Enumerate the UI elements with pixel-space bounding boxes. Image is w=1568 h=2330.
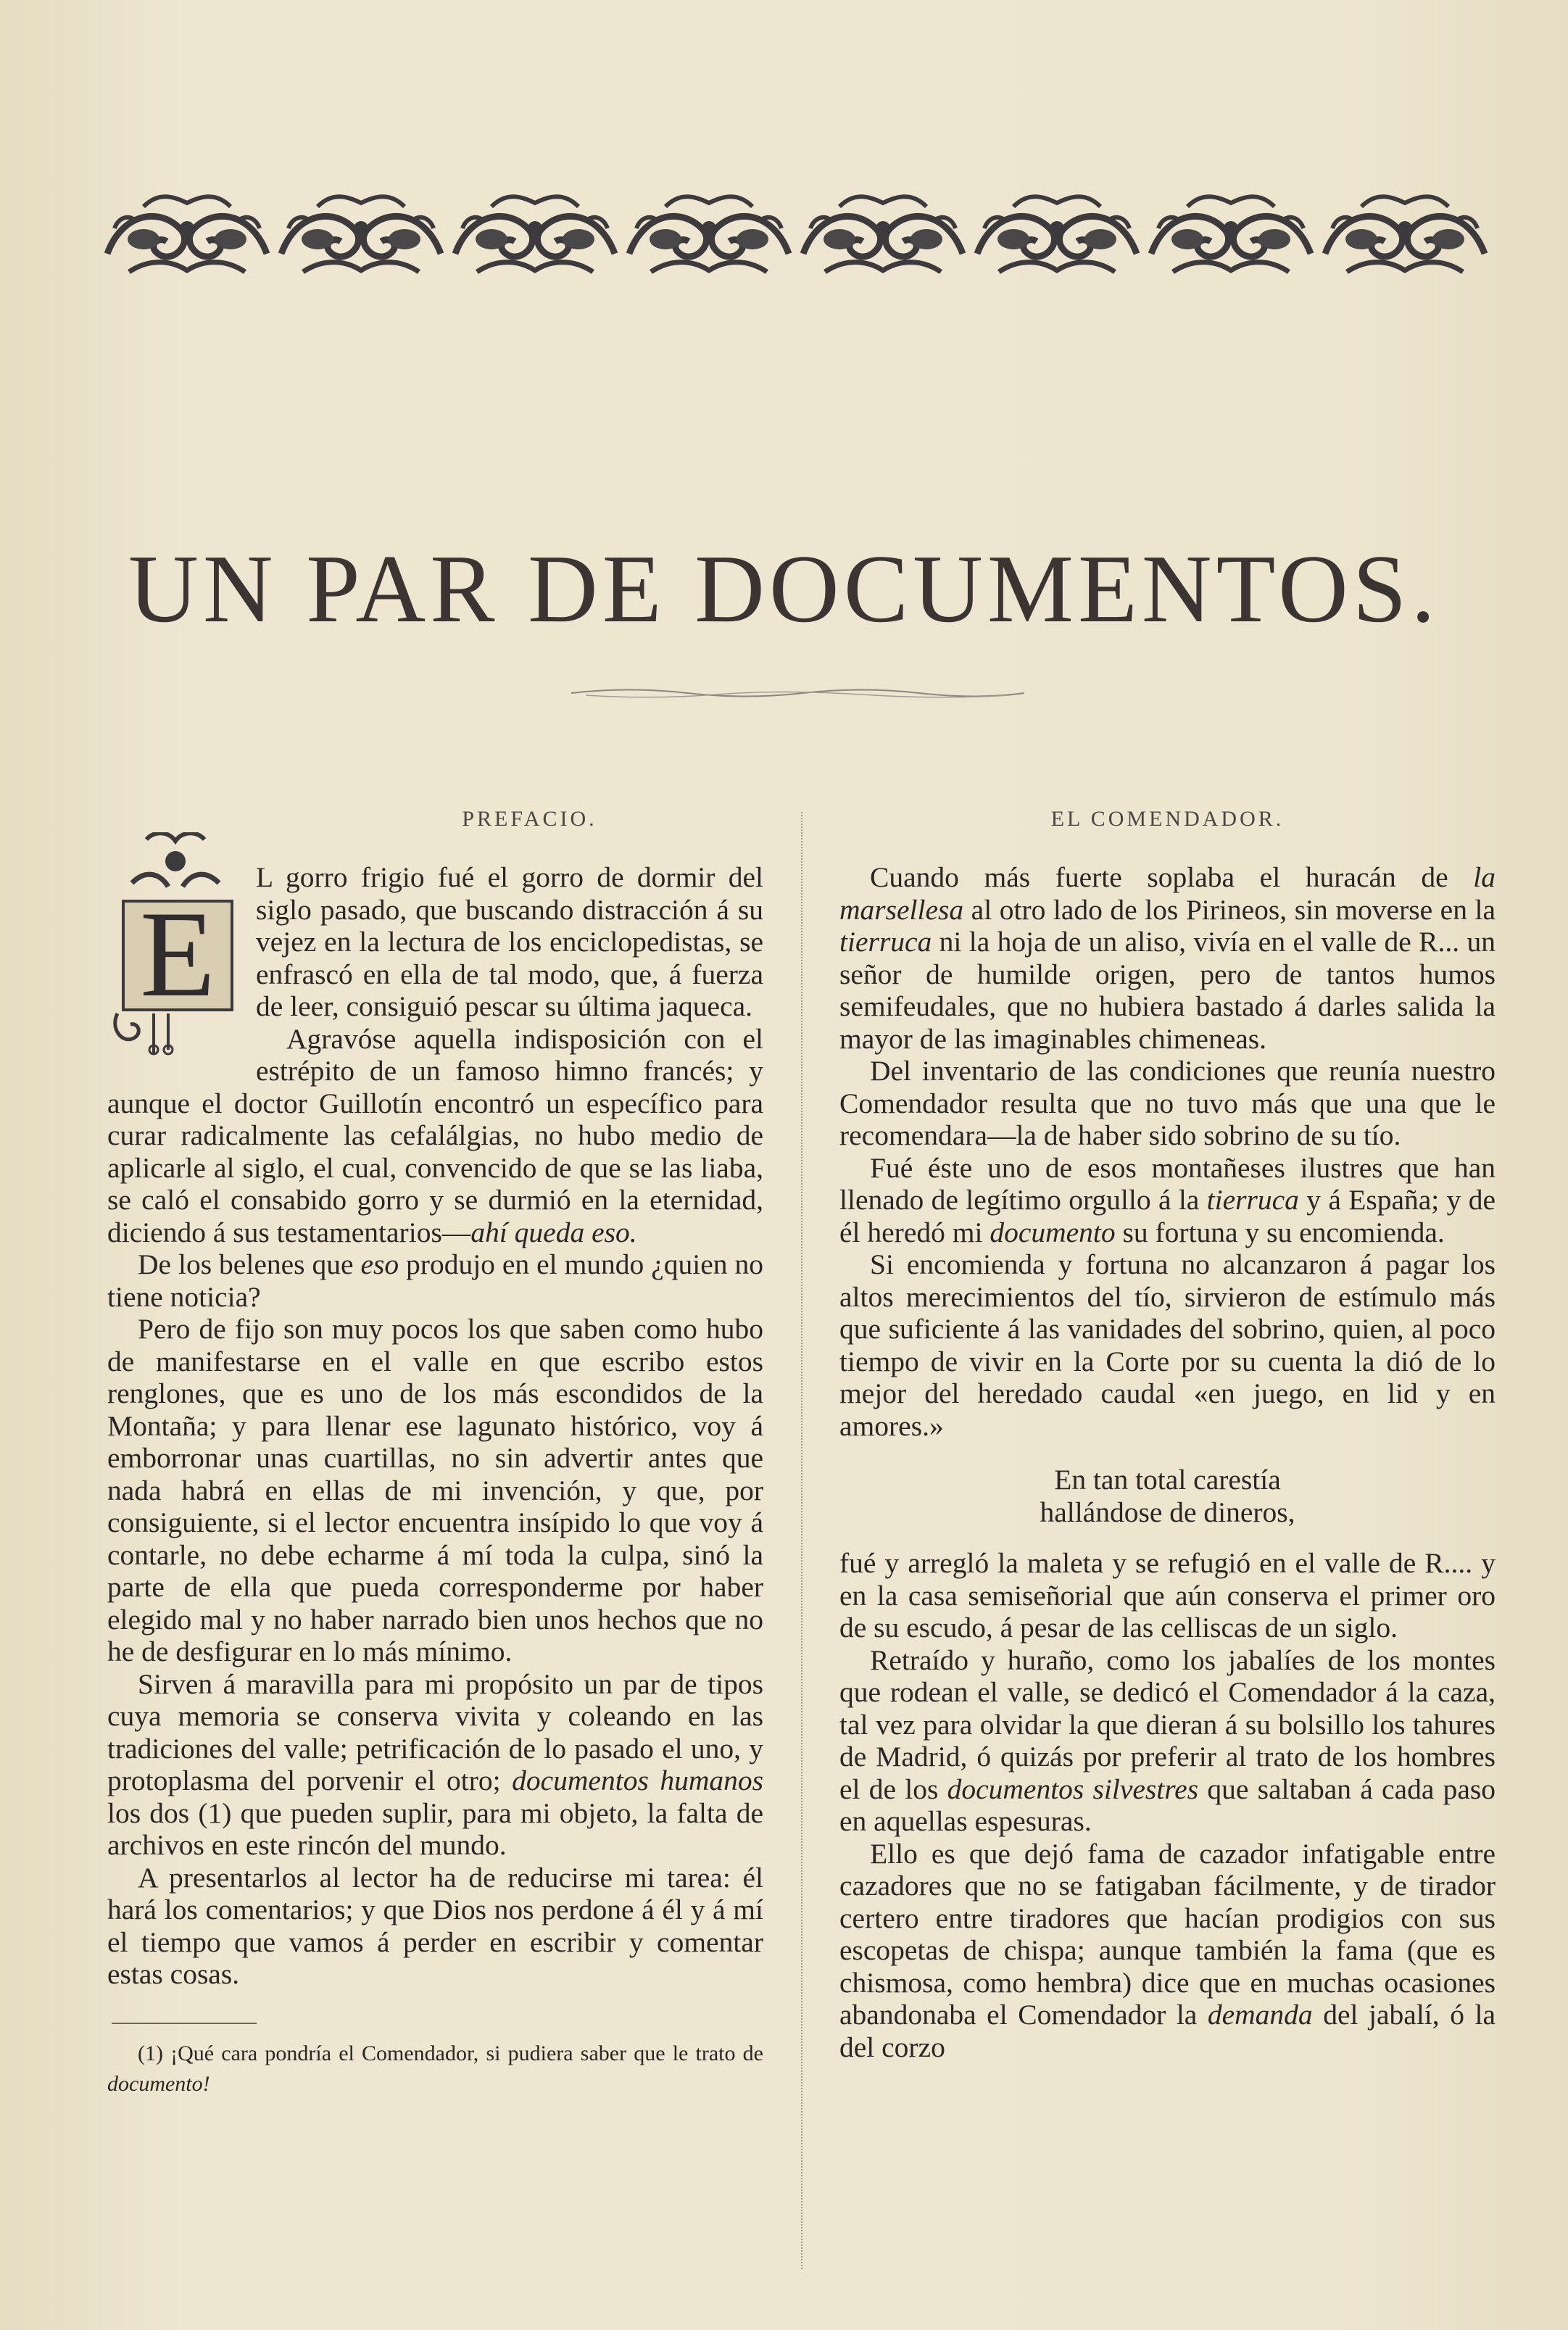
paragraph: De los belenes que eso produjo en el mundo ¿quien no tiene noticia? xyxy=(107,1248,763,1313)
verse-line: hallándose de dineros, xyxy=(1040,1496,1295,1528)
paragraph: Agravóse aquella indisposición con el estrépito de un famoso himno francés; y aunque el doctor Guillotín encontró un específico para curar radicalmente las cefalálgias, no hubo medio de aplicarle al siglo, el cual, convencido de que se las liaba, se caló el consabido gorro y se durmió en la eternidad, diciendo á sus testamentarios—ahí queda eso. xyxy=(107,1022,763,1248)
decorated-drop-cap-icon xyxy=(103,832,244,1057)
paragraph: Cuando más fuerte soplaba el huracán de la marsellesa al otro lado de los Pirineos, sin moverse en la tierruca ni la hoja de un aliso, vivía en el valle de R... un señor de humilde origen, pero de tantos humos semifeudales, que no hubiera bastado á darles salida la mayor de las imaginables chimeneas. xyxy=(839,861,1496,1055)
paragraph: Si encomienda y fortuna no alcanzaron á pagar los altos merecimientos del tío, sirvieron de estímulo más que suficiente á las vanidades del sobrino, quien, al poco tiempo de vivir en la Corte por su cuenta la dió de lo mejor del heredado caudal «en juego, en lid y en amores.» xyxy=(839,1248,1496,1442)
section-heading-comendador: EL COMENDADOR. xyxy=(1050,807,1285,831)
footnote: (1) ¡Qué cara pondría el Comendador, si pudiera saber que le trato de documento! xyxy=(107,2041,763,2096)
paragraph: Pero de fijo son muy pocos los que saben como hubo de manifestarse en el valle en que escribo estos renglones, que es uno de los más escondidos de la Montaña; y para llenar ese lagunato histórico, voy á emborronar unas cuartillas, no sin advertir antes que nada habrá en ellas de mi invención, y que, por consiguiente, si el lector encuentra insípido lo que voy á contarle, no debe echarme á mí toda la culpa, sinó la parte de ella que pueda corresponderme por haber elegido mal y no haber narrado bien unos hechos que no he de desfigurar en lo más mínimo. xyxy=(107,1313,763,1667)
drop-cap-letter: E xyxy=(140,886,215,1022)
paragraph: Ello es que dejó fama de cazador infatigable entre cazadores que no se fatigaban fácilmente, y de tirador certero entre tiradores que hacían prodigios con sus escopetas de chispa; aunque también la fama (que es chismosa, como hembra) dice que en muchas ocasiones abandonaba el Comendador la demanda del jabalí, ó la del corzo xyxy=(839,1837,1496,2063)
paragraph: L gorro frigio fué el gorro de dormir del siglo pasado, que buscando distracción á su vejez en la lectura de los enciclopedistas, se enfrascó en ella de tal modo, que, á fuerza de leer, consiguió pescar su última jaqueca. xyxy=(256,861,763,1022)
paragraph: Sirven á maravilla para mi propósito un par de tipos cuya memoria se conserva vivita y coleando en las tradiciones del valle; petrificación de lo pasado el uno, y protoplasma del porvenir el otro; documentos humanos los dos (1) que pueden suplir, para mi objeto, la falta de archivos en este rincón del mundo. xyxy=(107,1667,763,1861)
paragraph: fué y arregló la maleta y se refugió en el valle de R.... y en la casa semiseñorial que aún conserva el primer oro de su escudo, á pesar de las celliscas de un siglo. xyxy=(839,1547,1496,1643)
right-column xyxy=(839,805,1496,2063)
section-heading-prefacio: PREFACIO. xyxy=(462,807,597,831)
paragraph: A presentarlos al lector ha de reducirse mi tarea: él hará los comentarios; y que Dios nos perdone á él y á mí el tiempo que vamos á perder en escribir y comentar estas cosas. xyxy=(107,1861,763,1990)
paragraph: Retraído y huraño, como los jabalíes de los montes que rodean el valle, se dedicó el Comendador á la caza, tal vez para olvidar la que dieran á su bolsillo los tahures de Madrid, ó quizás por preferir al trato de los hombres el de los documentos silvestres que saltaban á cada paso en aquellas espesuras. xyxy=(839,1643,1496,1837)
paragraph: Del inventario de las condiciones que reunía nuestro Comendador resulta que no tuvo más que una que le recomendara—la de haber sido sobrino de su tío. xyxy=(839,1055,1496,1151)
verse-line: En tan total carestía xyxy=(1054,1464,1281,1496)
ornamental-header-band-icon xyxy=(100,185,1492,283)
left-column xyxy=(107,805,763,2099)
verse-quote xyxy=(839,1464,1496,1528)
paragraph: Fué éste uno de esos montañeses ilustres que han llenado de legítimo orgullo á la tierruca y á España; y de él heredó mi documento su fortuna y su encomienda. xyxy=(839,1151,1496,1248)
column-divider xyxy=(801,812,804,2269)
footnote-divider xyxy=(112,2023,257,2024)
page-title: UN PAR DE DOCUMENTOS. xyxy=(128,535,1440,642)
title-divider-icon xyxy=(571,685,1024,701)
